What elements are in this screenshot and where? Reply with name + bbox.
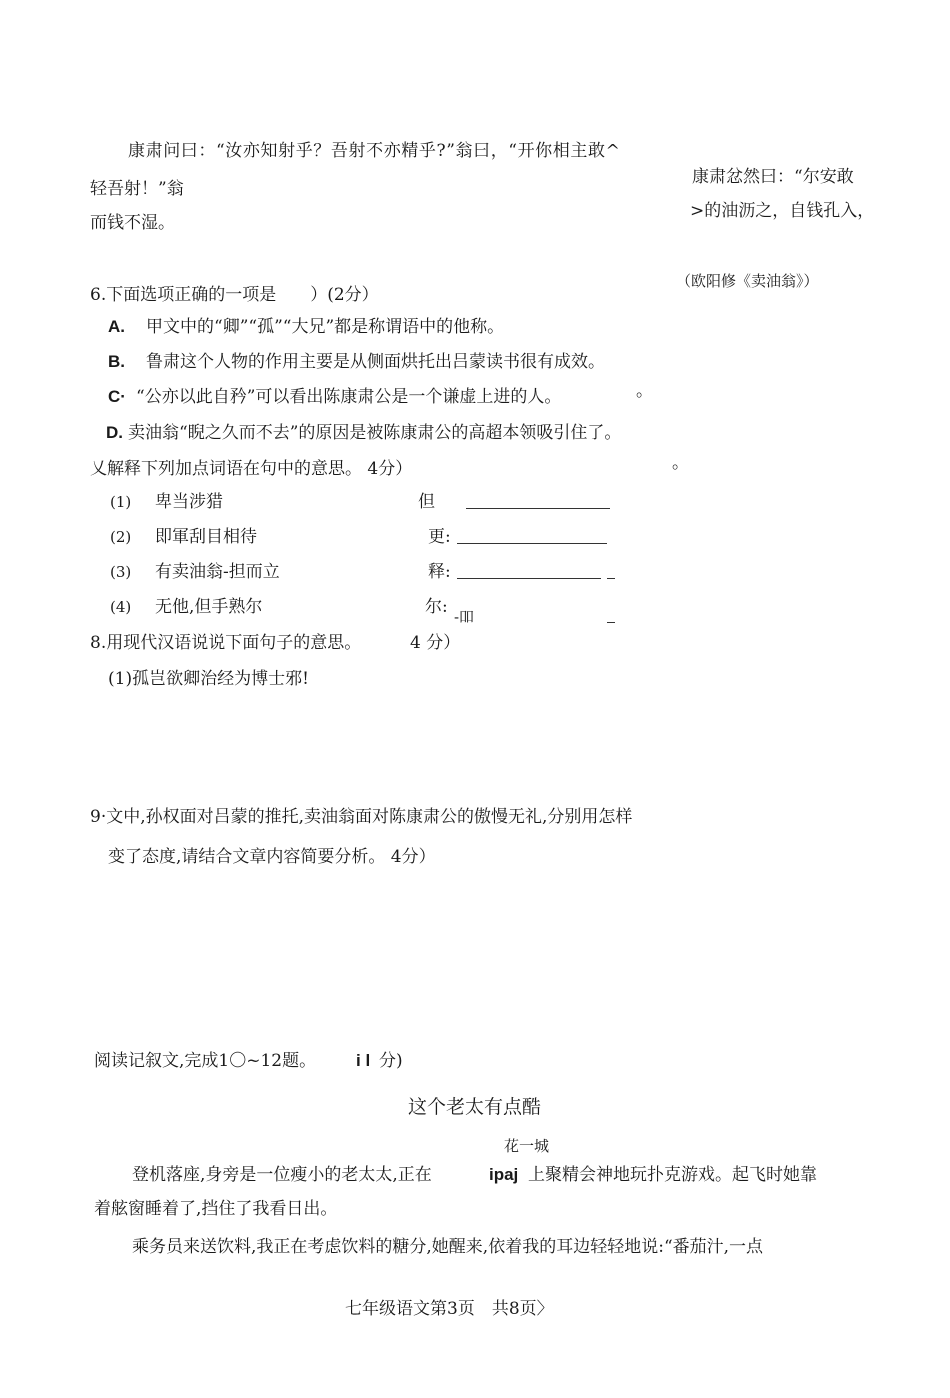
q8-stem-text: 8.用现代汉语说说下面句子的意思。 [90, 633, 362, 653]
passage-line-1: 康肃问曰：“汝亦知射乎？吾射不亦精乎?”翁曰，“开你相主敢^ [128, 141, 621, 161]
q6-option-letter: B. [108, 352, 125, 371]
q6-option-letter: D. [106, 423, 123, 442]
reading-score-mark: i l [356, 1051, 371, 1070]
q6-option-text: 卖油翁“睨之久而不去”的原因是被陈康肃公的高超本领吸引住了。 [128, 423, 622, 443]
passage-source: （欧阳修《卖油翁》） [676, 272, 819, 290]
q8-score: 4 分） [410, 633, 461, 653]
page-footer: 七年级语文第3页 共8页〉 [345, 1299, 554, 1319]
q7-item-text: 即軍刮目相待 [155, 527, 257, 547]
reading-score-tail: 分) [379, 1051, 403, 1071]
q7-stem: 乂解释下列加点词语在句中的意思。 4分） [90, 459, 413, 479]
q7-item-key: 但 [418, 492, 435, 512]
article-author: 花一城 [504, 1137, 550, 1155]
q7-item-num: (2) [110, 528, 132, 546]
q6-option-text: “公亦以此自矜”可以看出陈康肃公是一个谦虚上进的人。 [136, 387, 562, 407]
q6-option-letter: C· [108, 387, 126, 406]
q7-item-key: 尔: [425, 597, 448, 617]
answer-blank[interactable] [466, 508, 610, 509]
q7-item-text: 无他,但手熟尔 [155, 597, 263, 617]
q6-stem: 6.下面选项正确的一项是 ）(2分） [90, 285, 379, 305]
answer-blank[interactable] [457, 578, 601, 579]
q9-line-1: 9·文中,孙权面对吕蒙的推托,卖油翁面对陈康肃公的傲慢无礼,分别用怎样 [90, 807, 633, 827]
q7-item-key: 更: [428, 527, 451, 547]
answer-blank-tail [607, 622, 615, 623]
paragraph-text: 上聚精会神地玩扑克游戏。起飞时她靠 [528, 1165, 817, 1185]
paragraph-text: 着舷窗睡着了,挡住了我看日出。 [94, 1199, 338, 1219]
q7-item-num: (3) [110, 563, 132, 581]
q7-item-text: 有卖油翁-担而立 [155, 562, 280, 582]
passage-right-1: 康肃忿然曰：“尔安敢 [692, 167, 854, 187]
q9-line-2: 变了态度,请结合文章内容简要分析。 4分） [108, 847, 436, 867]
passage-right-2: >的油沥之，自钱孔入， [690, 201, 875, 221]
q8-item-1: (1)孤岂欲卿治经为博士邪! [108, 669, 309, 689]
scan-artifact: -吅 [454, 608, 475, 626]
q7-item-key: 释: [428, 562, 451, 582]
answer-blank-tail [607, 578, 615, 579]
q7-item-text: 卑当涉猎 [155, 492, 223, 512]
reading-instruction-text: 阅读记叙文,完成1〇~12题。 [94, 1051, 317, 1071]
passage-line-2: 轻吾射！”翁 [90, 179, 184, 199]
passage-line-3: 而钱不湿。 [90, 213, 175, 233]
answer-blank[interactable] [457, 543, 607, 544]
q6-option-text: 鲁肃这个人物的作用主要是从侧面烘托出吕蒙读书很有成效。 [146, 352, 605, 372]
q7-item-num: (4) [110, 598, 132, 616]
q6-option-text: 甲文中的“卿”“孤”“大兄”都是称谓语中的他称。 [146, 317, 505, 337]
article-paragraph-2: 乘务员来送饮料,我正在考虑饮料的糖分,她醒来,依着我的耳边轻轻地说:“番茄汁,一点 [132, 1237, 764, 1257]
paragraph-text: ipaj [489, 1165, 519, 1184]
paragraph-text: 登机落座,身旁是一位瘦小的老太太,正在 [132, 1165, 432, 1185]
stray-mark: 。 [672, 453, 689, 473]
q6-option-letter: A. [108, 317, 125, 336]
stray-mark: 。 [636, 381, 653, 401]
article-title: 这个老太有点酷 [408, 1096, 542, 1118]
q7-item-num: (1) [110, 493, 132, 511]
